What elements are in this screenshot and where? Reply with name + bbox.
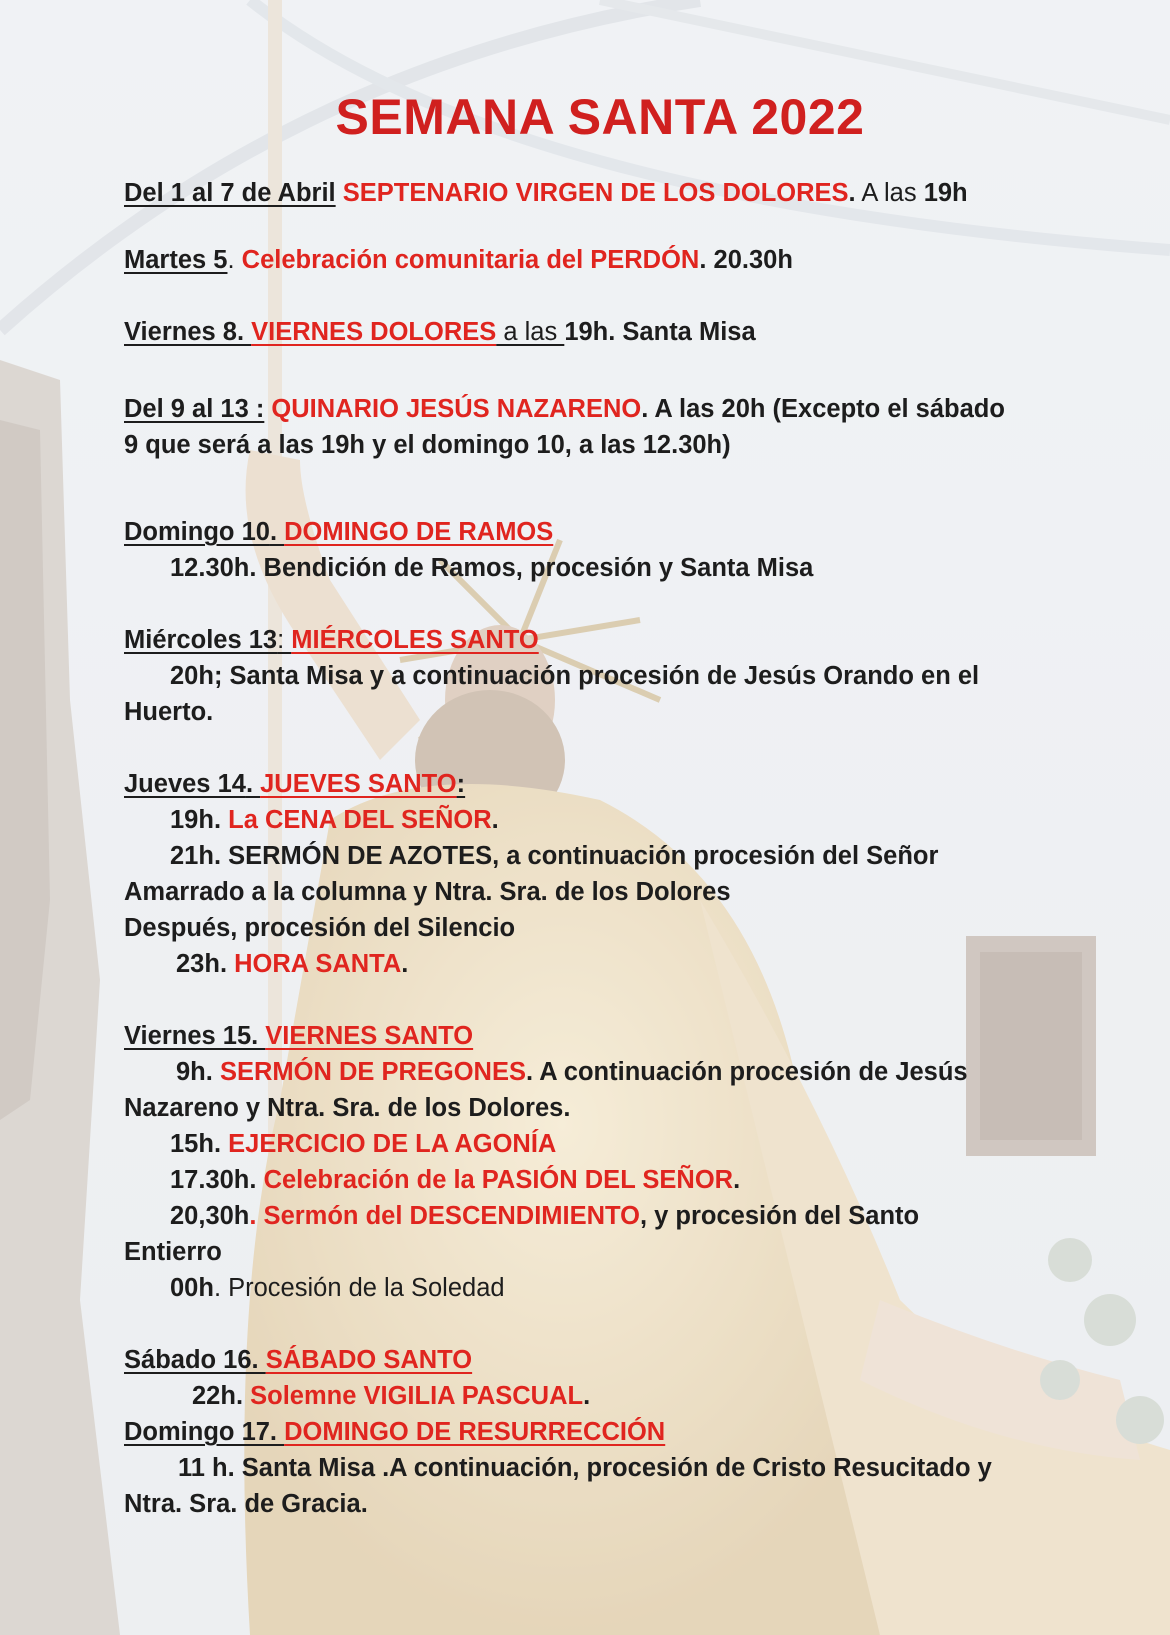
event-name: La CENA DEL SEÑOR [228, 806, 492, 834]
text: a las [496, 318, 565, 346]
date-label: Domingo 17. [124, 1418, 285, 1446]
line-santa-misa: 11 h. Santa Misa .A continuación, procesión de Cristo Resucitado y [178, 1454, 992, 1482]
time: 15h. [170, 1130, 229, 1158]
line-entierro: Entierro [124, 1238, 222, 1266]
line-miercoles-detail: 20h; Santa Misa y a continuación procesión de Jesús Orando en el [170, 662, 980, 690]
punct: : [456, 770, 466, 798]
line-viernes-santo [124, 1022, 1124, 1051]
time: 19h. [170, 806, 229, 834]
line-sabado-santo [124, 1346, 1124, 1375]
event-name: VIERNES DOLORES [251, 318, 497, 346]
event-name: Solemne VIGILIA PASCUAL [250, 1382, 584, 1410]
event-name: VIERNES SANTO [265, 1022, 474, 1050]
time: 20,30h [170, 1202, 250, 1230]
time: 22h. [192, 1382, 251, 1410]
line-pasion [170, 1166, 1170, 1195]
punct: . [245, 770, 261, 798]
line-cena [170, 806, 1170, 835]
line-hora-santa [176, 950, 1170, 979]
line-silencio: Después, procesión del Silencio [124, 914, 516, 942]
date-label: Viernes 8. [124, 318, 252, 346]
event-name: EJERCICIO DE LA AGONÍA [228, 1130, 557, 1158]
date-label: Jueves 14 [124, 770, 246, 798]
event-name: QUINARIO JESÚS NAZARENO [264, 395, 642, 423]
date-label: Martes 5 [124, 246, 228, 274]
line-septenario [124, 179, 1124, 208]
date-label: Del 9 al 13 : [124, 395, 265, 423]
punct: . [227, 246, 242, 274]
line-vigilia [192, 1382, 1170, 1411]
time: 19h. Santa Misa [564, 318, 756, 346]
date-label: Del 1 al 7 de Abril [124, 179, 336, 207]
line-viernes-dolores [124, 318, 1124, 347]
event-name: SERMÓN DE PREGONES [219, 1058, 526, 1086]
punct: : [277, 626, 292, 654]
line-gracia: Ntra. Sra. de Gracia. [124, 1490, 368, 1518]
text: . A continuación procesión de Jesús [526, 1058, 968, 1086]
text: . A las 20h (Excepto el sábado [641, 395, 1005, 423]
punct: . [733, 1166, 741, 1194]
event-name: HORA SANTA [234, 950, 402, 978]
event-name: Celebración comunitaria del PERDÓN [241, 246, 700, 274]
line-azotes-cont: Amarrado a la columna y Ntra. Sra. de los Dolores [124, 878, 731, 906]
time: . 20.30h [699, 246, 793, 274]
date-label: Viernes 15. [124, 1022, 266, 1050]
date-label: Miércoles 13 [124, 626, 278, 654]
event-name: SEPTENARIO VIRGEN DE LOS DOLORES [335, 179, 849, 207]
line-miercoles-cont: Huerto. [124, 698, 214, 726]
line-azotes: 21h. SERMÓN DE AZOTES, a continuación procesión del Señor [170, 842, 939, 870]
line-miercoles [124, 626, 1124, 655]
event-name: SÁBADO SANTO [265, 1346, 473, 1374]
time: 23h. [176, 950, 235, 978]
line-soledad [170, 1274, 1170, 1303]
event-name: JUEVES SANTO [260, 770, 457, 798]
line-pregones [176, 1058, 1170, 1087]
date-label: Domingo 10 [124, 518, 270, 546]
punct: . [401, 950, 409, 978]
text: , y procesión del Santo [639, 1202, 920, 1230]
line-domingo-resurreccion [124, 1418, 1124, 1447]
event-name: . Sermón del DESCENDIMIENTO [249, 1202, 640, 1230]
line-agonia [170, 1130, 1170, 1159]
text: . Procesión de la Soledad [213, 1274, 505, 1302]
event-name: Celebración de la PASIÓN DEL SEÑOR [263, 1166, 734, 1194]
line-quinario [124, 395, 1124, 424]
text: A las [855, 179, 924, 207]
line-perdon [124, 246, 1124, 275]
line-ramos-detail: 12.30h. Bendición de Ramos, procesión y Santa Misa [170, 554, 814, 582]
punct: . [269, 518, 285, 546]
line-descendimiento [170, 1202, 1170, 1231]
date-label: Sábado 16. [124, 1346, 266, 1374]
line-pregones-cont: Nazareno y Ntra. Sra. de los Dolores. [124, 1094, 571, 1122]
line-quinario-cont: 9 que será a las 19h y el domingo 10, a las 12.30h) [124, 431, 731, 459]
time: 19h [923, 179, 968, 207]
event-name: DOMINGO DE RAMOS [284, 518, 554, 546]
time: 9h. [176, 1058, 220, 1086]
punct: . [583, 1382, 591, 1410]
page-title: SEMANA SANTA 2022 [335, 89, 865, 145]
line-domingo-ramos [124, 518, 1124, 547]
punct: . [848, 179, 856, 207]
time: 00h [170, 1274, 214, 1302]
time: 17.30h. [170, 1166, 264, 1194]
punct: . [491, 806, 499, 834]
event-name: MIÉRCOLES SANTO [291, 626, 539, 654]
line-jueves [124, 770, 1124, 799]
event-name: DOMINGO DE RESURRECCIÓN [284, 1418, 666, 1446]
